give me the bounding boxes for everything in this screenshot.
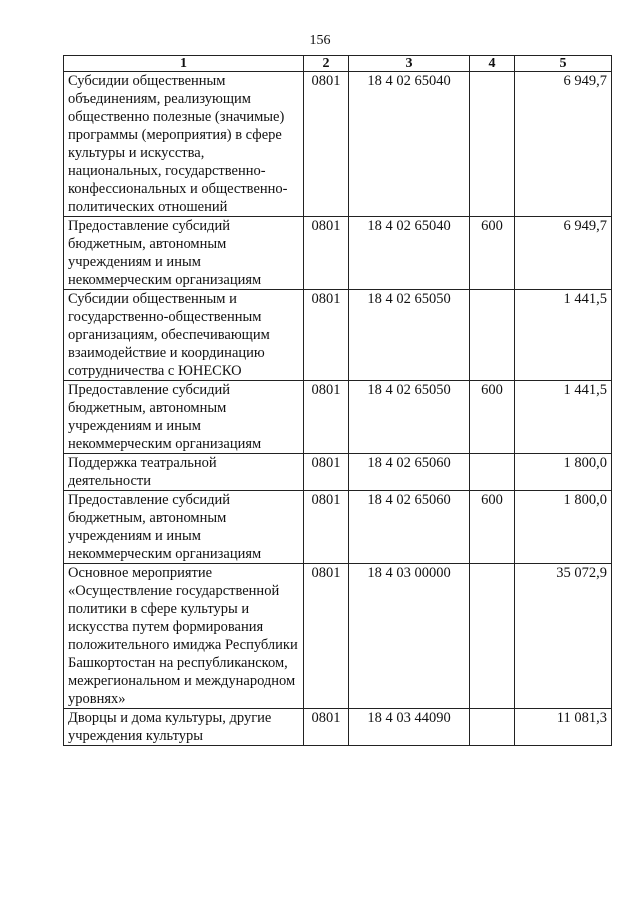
row-name: Дворцы и дома культуры, другие учреждения культуры: [64, 709, 304, 746]
table-row: [64, 491, 612, 564]
row-type: 600: [470, 381, 515, 454]
table-row: [64, 217, 612, 290]
row-name: Предоставление субсидий бюджетным, автономным учреждениям и иным некоммерческим организациям: [64, 217, 304, 290]
budget-table: [63, 55, 612, 746]
row-target: 18 4 03 00000: [349, 564, 470, 709]
row-target: 18 4 02 65060: [349, 454, 470, 491]
table-row: [64, 72, 612, 217]
row-name: Субсидии общественным объединениям, реализующим общественно полезные (значимые) программы (мероприятия) в сфере культуры и искусства, национальных, государственно-конфессиональных и общественно-политических отношений: [64, 72, 304, 217]
row-target: 18 4 02 65040: [349, 217, 470, 290]
row-section: 0801: [304, 72, 349, 217]
row-target: 18 4 02 65050: [349, 290, 470, 381]
row-amount: 11 081,3: [515, 709, 612, 746]
row-amount: 1 441,5: [515, 290, 612, 381]
row-target: 18 4 02 65060: [349, 491, 470, 564]
row-type: 600: [470, 491, 515, 564]
row-target: 18 4 03 44090: [349, 709, 470, 746]
row-name: Предоставление субсидий бюджетным, автономным учреждениям и иным некоммерческим организациям: [64, 491, 304, 564]
row-name: Поддержка театральной деятельности: [64, 454, 304, 491]
row-type: [470, 564, 515, 709]
header-col-2: 2: [304, 56, 349, 72]
row-name: Субсидии общественным и государственно-общественным организациям, обеспечивающим взаимодействие и координацию сотрудничества с ЮНЕСКО: [64, 290, 304, 381]
row-name: Предоставление субсидий бюджетным, автономным учреждениям и иным некоммерческим организациям: [64, 381, 304, 454]
row-type: [470, 72, 515, 217]
table-row: [64, 454, 612, 491]
table-row: [64, 381, 612, 454]
header-col-4: 4: [470, 56, 515, 72]
table-row: [64, 564, 612, 709]
page-number: 156: [309, 33, 331, 48]
row-amount: 6 949,7: [515, 72, 612, 217]
header-row: [64, 56, 612, 72]
row-amount: 1 800,0: [515, 454, 612, 491]
row-type: 600: [470, 217, 515, 290]
header-col-5: 5: [515, 56, 612, 72]
table-row: [64, 290, 612, 381]
row-amount: 1 800,0: [515, 491, 612, 564]
row-name: Основное мероприятие «Осуществление государственной политики в сфере культуры и искусства путем формирования положительного имиджа Республики Башкортостан на республиканском, межрегиональном и международном уровнях»: [64, 564, 304, 709]
row-amount: 35 072,9: [515, 564, 612, 709]
row-section: 0801: [304, 381, 349, 454]
row-target: 18 4 02 65040: [349, 72, 470, 217]
row-section: 0801: [304, 564, 349, 709]
row-type: [470, 454, 515, 491]
row-section: 0801: [304, 290, 349, 381]
row-type: [470, 290, 515, 381]
header-col-1: 1: [64, 56, 304, 72]
header-col-3: 3: [349, 56, 470, 72]
row-type: [470, 709, 515, 746]
row-amount: 1 441,5: [515, 381, 612, 454]
row-section: 0801: [304, 491, 349, 564]
row-section: 0801: [304, 454, 349, 491]
table-row: [64, 709, 612, 746]
row-section: 0801: [304, 709, 349, 746]
row-section: 0801: [304, 217, 349, 290]
row-target: 18 4 02 65050: [349, 381, 470, 454]
row-amount: 6 949,7: [515, 217, 612, 290]
